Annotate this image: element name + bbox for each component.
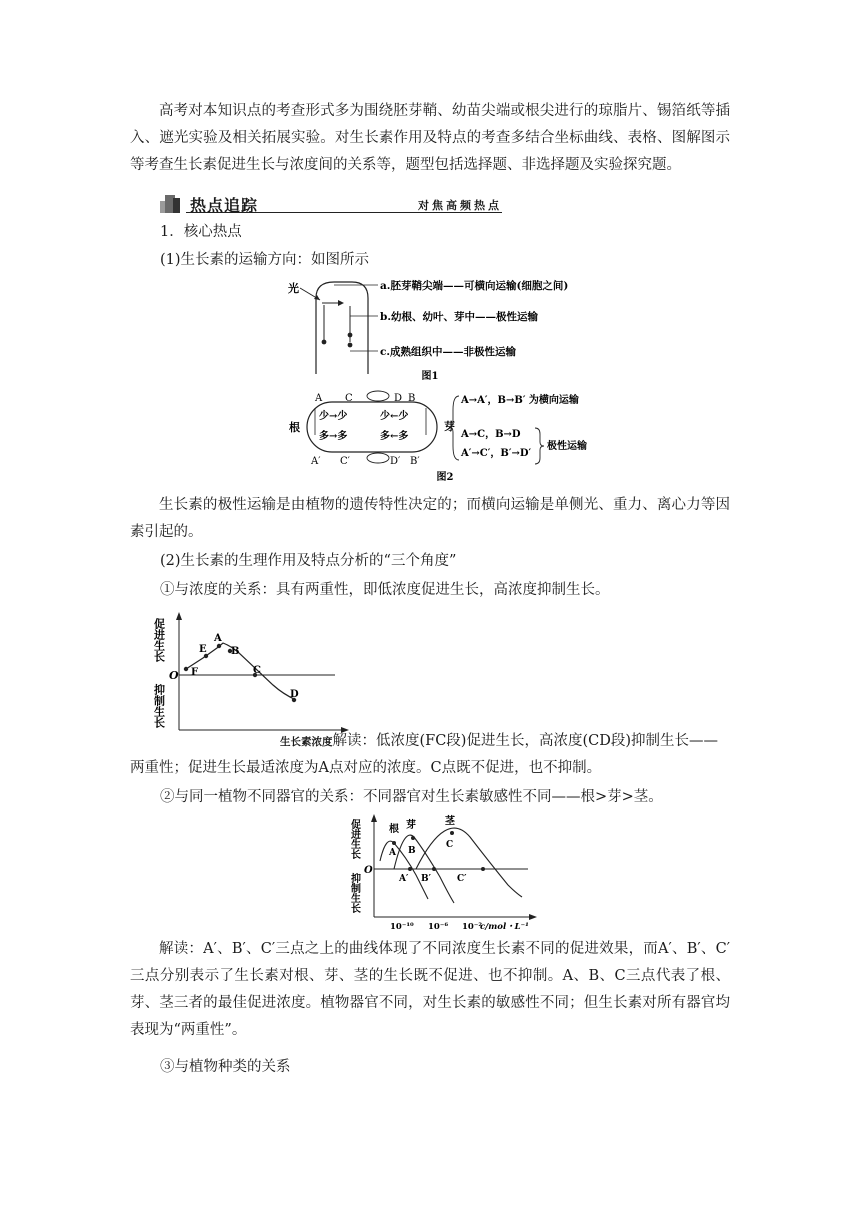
fig2-C-prime: C′ <box>340 456 350 467</box>
angle-two-text: ②与同一植物不同器官的关系：不同器官对生长素敏感性不同——根>芽>茎。 <box>160 789 663 805</box>
banner-subtitle: 对焦高频热点 <box>418 199 502 212</box>
chart2-bud-label: 芽 <box>406 820 416 831</box>
fig2-less-right: 少←少 <box>380 411 409 422</box>
chart1-y-up-label: 促进生长 <box>152 618 166 662</box>
angle-one-note-lead: 解读：低浓度(FC段)促进生长，高浓度(CD段)抑制生长—— <box>332 733 719 749</box>
chart2-stem-label: 茎 <box>445 816 455 827</box>
intro-paragraph: 高考对本知识点的考查形式多为围绕胚芽鞘、幼苗尖端或根尖进行的琼脂片、锡箔纸等插入、遮光实验及相关拓展实验。对生长素作用及特点的考查多结合坐标曲线、表格、图解图示等考查生长素促进生长与浓度间的关系等，题型包括选择题、非选择题及实验探究题。 <box>130 103 730 173</box>
chart-concentration-effect <box>152 608 355 748</box>
chart2-x-label: c/mol・L⁻¹ <box>480 922 529 932</box>
fig2-C: C <box>345 393 353 404</box>
section-banner <box>160 193 502 215</box>
fig2-less-left: 少→少 <box>319 411 348 422</box>
chart2-peak-B: B <box>408 846 416 856</box>
fig2-polar-line1: A→C，B→D <box>461 429 521 440</box>
fig2-A-prime: A′ <box>311 456 321 467</box>
fig2-D-prime: D′ <box>390 456 401 467</box>
chart2-zero-B-prime: B′ <box>421 874 431 884</box>
chart1-point-A: A <box>214 633 222 644</box>
section-heading: 1．核心热点 <box>160 224 242 240</box>
fig2-B-prime: B′ <box>410 456 420 467</box>
fig1-label-a: a.胚芽鞘尖端——可横向运输(细胞之间) <box>380 280 569 292</box>
angle-one-text: ①与浓度的关系：具有两重性，即低浓度促进生长，高浓度抑制生长。 <box>160 582 610 598</box>
chart2-zero-C-prime: C′ <box>457 874 467 884</box>
fig1-light-label: 光 <box>288 282 299 295</box>
banner-blocks-icon <box>160 195 182 213</box>
fig2-polar-line2: A′→C′，B′→D′ <box>461 448 532 459</box>
chart2-tick-2: 10⁻⁶ <box>428 922 449 932</box>
fig1-caption: 图1 <box>421 371 439 382</box>
chart1-y-down-label: 抑制生长 <box>152 684 166 728</box>
angle-three-text: ③与植物种类的关系 <box>160 1059 291 1075</box>
chart2-peak-C: C <box>446 840 454 850</box>
chart2-root-label: 根 <box>389 824 399 835</box>
angle-one-note-line <box>130 728 718 756</box>
chart1-point-F: F <box>191 667 199 678</box>
chart1-point-B: B <box>231 646 240 657</box>
chart1-x-label: 生长素浓度 <box>280 736 333 748</box>
chart2-y-up-label: 促进生长 <box>348 819 360 859</box>
chart2-peak-A: A <box>389 848 396 858</box>
chart-organ-sensitivity <box>350 813 550 933</box>
chart1-point-D: D <box>290 689 299 700</box>
chart1-point-E: E <box>199 644 207 655</box>
chart2-y-down-label: 抑制生长 <box>348 873 360 913</box>
fig2-more-left: 多→多 <box>319 431 348 442</box>
chart2-tick-1: 10⁻¹⁰ <box>390 922 414 932</box>
chart2-tick-3: 10⁻² <box>462 922 483 932</box>
fig2-A: A <box>315 393 323 404</box>
angles-heading: (2)生长素的生理作用及特点分析的“三个角度” <box>160 553 457 569</box>
fig1-label-b: b.幼根、幼叶、芽中——极性运输 <box>380 311 538 323</box>
chart1-point-C: C <box>253 665 261 676</box>
fig2-bud-label: 芽 <box>444 420 455 433</box>
angle-one-note-rest: 两重性；促进生长最适浓度为A点对应的浓度。C点既不促进，也不抑制。 <box>130 760 602 776</box>
banner-rule <box>186 212 502 213</box>
fig2-more-right: 多←多 <box>380 431 409 442</box>
fig2-root-label: 根 <box>289 421 300 434</box>
fig2-B: B <box>408 393 416 404</box>
transport-heading: (1)生长素的运输方向：如图所示 <box>160 252 370 268</box>
figure-1-coleoptile <box>280 276 610 386</box>
chart1-origin: O <box>169 669 179 682</box>
fig2-lateral-text: A→A′，B→B′ 为横向运输 <box>461 395 579 406</box>
fig2-caption: 图2 <box>436 472 454 483</box>
angle-two-note: 解读：A′、B′、C′三点之上的曲线体现了不同浓度生长素不同的促进效果，而A′、B′、C′三点分别表示了生长素对根、芽、茎的生长既不促进、也不抑制。A、B、C三点代表了根、芽、茎三者的最佳促进浓度。植物器官不同，对生长素的敏感性不同；但生长素对所有器官均表现为“两重性”。 <box>130 941 730 1038</box>
transport-note: 生长素的极性运输是由植物的遗传特性决定的；而横向运输是单侧光、重力、离心力等因素引起的。 <box>130 497 730 540</box>
banner-title: 热点追踪 <box>190 196 259 215</box>
figure-2-seedling <box>285 388 615 488</box>
chart2-origin: O <box>364 865 373 876</box>
fig2-polar-label: 极性运输 <box>547 441 587 452</box>
fig1-label-c: c.成熟组织中——非极性运输 <box>380 346 517 358</box>
fig2-D: D <box>394 393 403 404</box>
chart2-zero-A-prime: A′ <box>399 874 409 884</box>
